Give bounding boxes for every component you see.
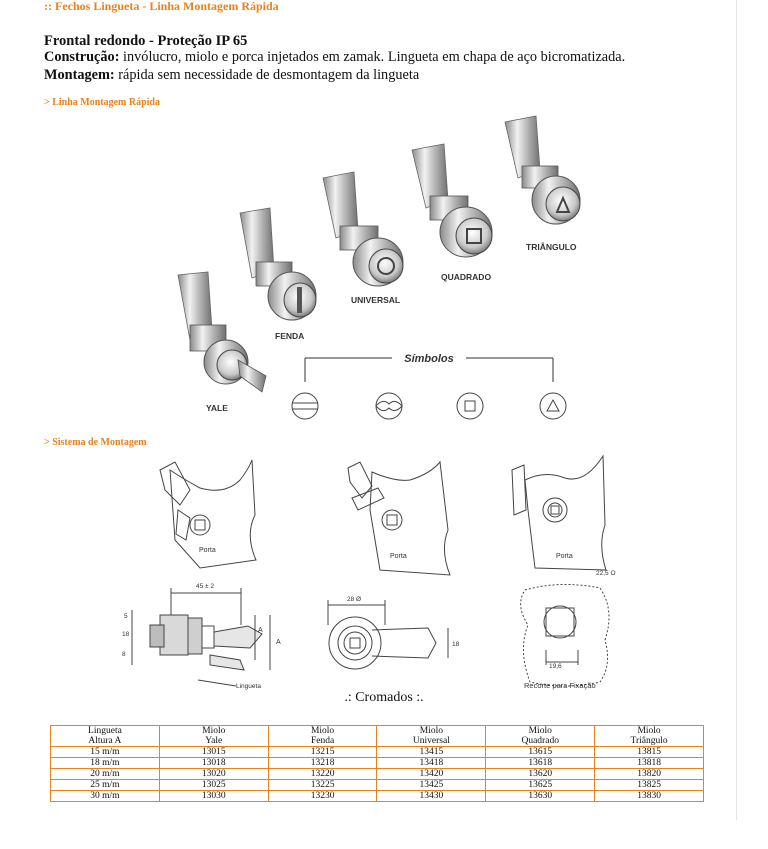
mounting-label: Montagem:: [44, 67, 115, 83]
dim-a-2: A: [276, 639, 281, 646]
header-cell: Triângulo: [595, 736, 704, 747]
code-cell: 13215: [268, 747, 377, 758]
lingueta-label: Lingueta: [236, 683, 261, 690]
universal-label: UNIVERSAL: [351, 295, 401, 305]
cutout-dim-2: 19,6: [549, 663, 562, 670]
page-title: :: Fechos Lingueta - Linha Montagem Rápida: [44, 0, 279, 13]
code-cell: 13818: [595, 758, 704, 769]
height-cell: 30 m/m: [51, 791, 160, 802]
dim-small-5: 5: [124, 613, 128, 620]
slot-symbol-icon: [292, 393, 318, 419]
header-cell: Miolo: [595, 726, 704, 737]
code-cell: 13415: [377, 747, 486, 758]
triangle-symbol-icon: [540, 393, 566, 419]
height-cell: 25 m/m: [51, 780, 160, 791]
product-heading: Frontal redondo - Proteção IP 65: [44, 33, 248, 49]
code-cell: 13218: [268, 758, 377, 769]
header-cell: Miolo: [377, 726, 486, 737]
door-label-2: Porta: [390, 553, 407, 560]
header-cell: Miolo: [159, 726, 268, 737]
table-row: [51, 791, 704, 802]
code-cell: 13618: [486, 758, 595, 769]
dim-small-8: 8: [122, 651, 126, 658]
section-mounting-system: > Sistema de Montagem: [44, 437, 147, 448]
universal-lock-photo: [323, 172, 403, 286]
code-cell: 13820: [595, 769, 704, 780]
code-cell: 13615: [486, 747, 595, 758]
header-cell: Fenda: [268, 736, 377, 747]
height-cell: 20 m/m: [51, 769, 160, 780]
code-cell: 13620: [486, 769, 595, 780]
triangulo-label: TRIÂNGULO: [526, 242, 577, 252]
code-cell: 13425: [377, 780, 486, 791]
model-codes-table: [50, 725, 704, 802]
header-cell: Miolo: [486, 726, 595, 737]
header-cell: Yale: [159, 736, 268, 747]
header-cell: Lingueta: [51, 726, 160, 737]
dim-small-18: 18: [122, 631, 130, 638]
dim-diameter: 28 Ø: [347, 596, 362, 603]
triangulo-lock-photo: [505, 116, 580, 224]
yale-lock-photo: [178, 272, 266, 392]
dim-width: 45 ± 2: [196, 583, 215, 590]
code-cell: 13220: [268, 769, 377, 780]
door-label-1: Porta: [199, 547, 216, 554]
table-header-row: [51, 726, 704, 737]
code-cell: 13018: [159, 758, 268, 769]
code-cell: 13625: [486, 780, 595, 791]
mounting-system-drawings: [0, 450, 768, 695]
dim-height: 18: [452, 641, 460, 648]
side-section-drawing: [132, 588, 270, 686]
construction-label: Construção:: [44, 49, 120, 65]
header-cell: Altura A: [51, 736, 160, 747]
code-cell: 13418: [377, 758, 486, 769]
fenda-label: FENDA: [275, 331, 305, 341]
code-cell: 13430: [377, 791, 486, 802]
height-cell: 18 m/m: [51, 758, 160, 769]
door-label-3: Porta: [556, 553, 573, 560]
quadrado-label: QUADRADO: [441, 272, 492, 282]
header-cell: Miolo: [268, 726, 377, 737]
table-row: [51, 769, 704, 780]
table-row: [51, 758, 704, 769]
code-cell: 13020: [159, 769, 268, 780]
code-cell: 13825: [595, 780, 704, 791]
table-subheader-row: [51, 736, 704, 747]
finish-caption: .: Cromados :.: [344, 690, 424, 705]
cutout-dim-1: 22,5 O: [596, 570, 616, 577]
code-cell: 13015: [159, 747, 268, 758]
universal-symbol-icon: [376, 393, 402, 419]
code-cell: 13830: [595, 791, 704, 802]
height-cell: 15 m/m: [51, 747, 160, 758]
yale-label: YALE: [206, 403, 228, 413]
table-row: [51, 780, 704, 791]
code-cell: 13225: [268, 780, 377, 791]
cutout-drawing: [521, 584, 609, 686]
code-cell: 13815: [595, 747, 704, 758]
section-quick-line: > Linha Montagem Rápida: [44, 97, 160, 108]
code-cell: 13230: [268, 791, 377, 802]
square-symbol-icon: [457, 393, 483, 419]
header-cell: Quadrado: [486, 736, 595, 747]
code-cell: 13030: [159, 791, 268, 802]
code-cell: 13025: [159, 780, 268, 791]
header-cell: Universal: [377, 736, 486, 747]
symbols-label: Símbolos: [404, 353, 454, 365]
construction-text: invólucro, miolo e porca injetados em zamak. Lingueta em chapa de aço bicromatizada.: [119, 49, 626, 65]
table-row: [51, 747, 704, 758]
dim-a-1: A: [258, 627, 263, 634]
mounting-text: rápida sem necessidade de desmontagem da lingueta: [114, 67, 420, 83]
code-cell: 13630: [486, 791, 595, 802]
quadrado-lock-photo: [412, 144, 492, 257]
fenda-lock-photo: [240, 208, 316, 320]
code-cell: 13420: [377, 769, 486, 780]
front-view-drawing: [328, 600, 448, 669]
cutout-label: Recorte para Fixação: [524, 681, 596, 690]
